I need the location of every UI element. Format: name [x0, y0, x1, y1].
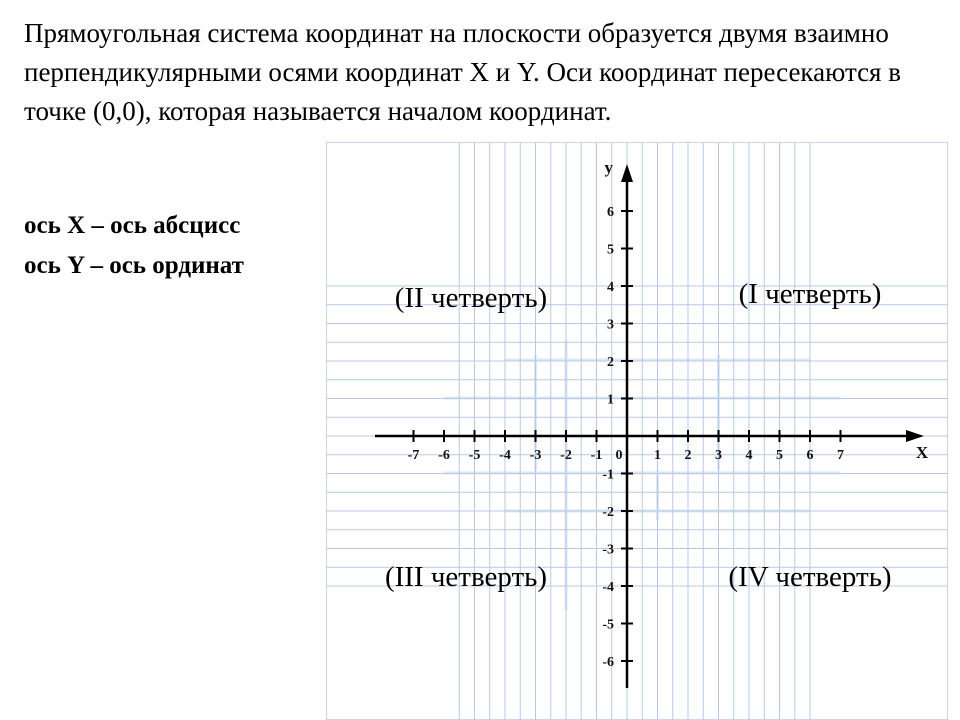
x-tick-label: -3 [529, 448, 542, 463]
y-tick-label: 4 [607, 280, 614, 295]
y-tick-label: 3 [607, 317, 614, 333]
y-tick-label: 5 [607, 242, 614, 258]
y-tick-label: 6 [607, 205, 614, 220]
x-tick-label: -7 [407, 448, 420, 463]
x-tick-label: -4 [499, 448, 511, 463]
y-tick-label: 2 [607, 355, 614, 370]
y-axis-label: y [604, 158, 613, 177]
x-tick-label: -6 [438, 448, 450, 463]
y-tick-label: -4 [602, 580, 614, 595]
quadrant-iv-label: (IV четверть) [728, 561, 892, 593]
x-tick-label: 6 [806, 448, 814, 463]
y-tick-label: -1 [602, 467, 614, 483]
x-tick-label: 5 [776, 448, 783, 463]
y-tick-label: -3 [602, 542, 614, 558]
y-tick-label: -2 [602, 505, 614, 520]
grid-background [326, 142, 948, 720]
x-axis-label: X [915, 443, 929, 462]
y-tick-label: 1 [607, 392, 614, 408]
y-tick-label: -5 [602, 617, 614, 633]
quadrant-i-label: (I четверть) [738, 278, 882, 310]
quadrant-iii-label: (III четверть) [384, 561, 548, 593]
intro-paragraph: Прямоугольная система координат на плоскости образуется двумя взаимно перпендикулярными осями координат X и Y. Оси координат пересекаются в точке (0,0), которая называется началом координат. [24, 18, 901, 126]
origin-label: 0 [615, 448, 623, 463]
x-tick-label: 3 [715, 448, 722, 463]
x-tick-label: 7 [837, 448, 844, 463]
x-tick-label: 1 [654, 448, 661, 463]
quadrant-ii-label: (II четверть) [394, 282, 548, 314]
x-tick-label: -1 [590, 448, 603, 463]
x-tick-label: 2 [684, 448, 692, 463]
y-tick-label: -6 [602, 655, 614, 670]
x-axis-definition: ось X – ось абсцисс [24, 212, 241, 239]
y-axis-definition: ось Y – ось ординат [24, 252, 244, 279]
x-tick-label: -2 [560, 448, 572, 463]
x-tick-label: -5 [468, 448, 481, 463]
x-tick-label: 4 [745, 448, 753, 463]
